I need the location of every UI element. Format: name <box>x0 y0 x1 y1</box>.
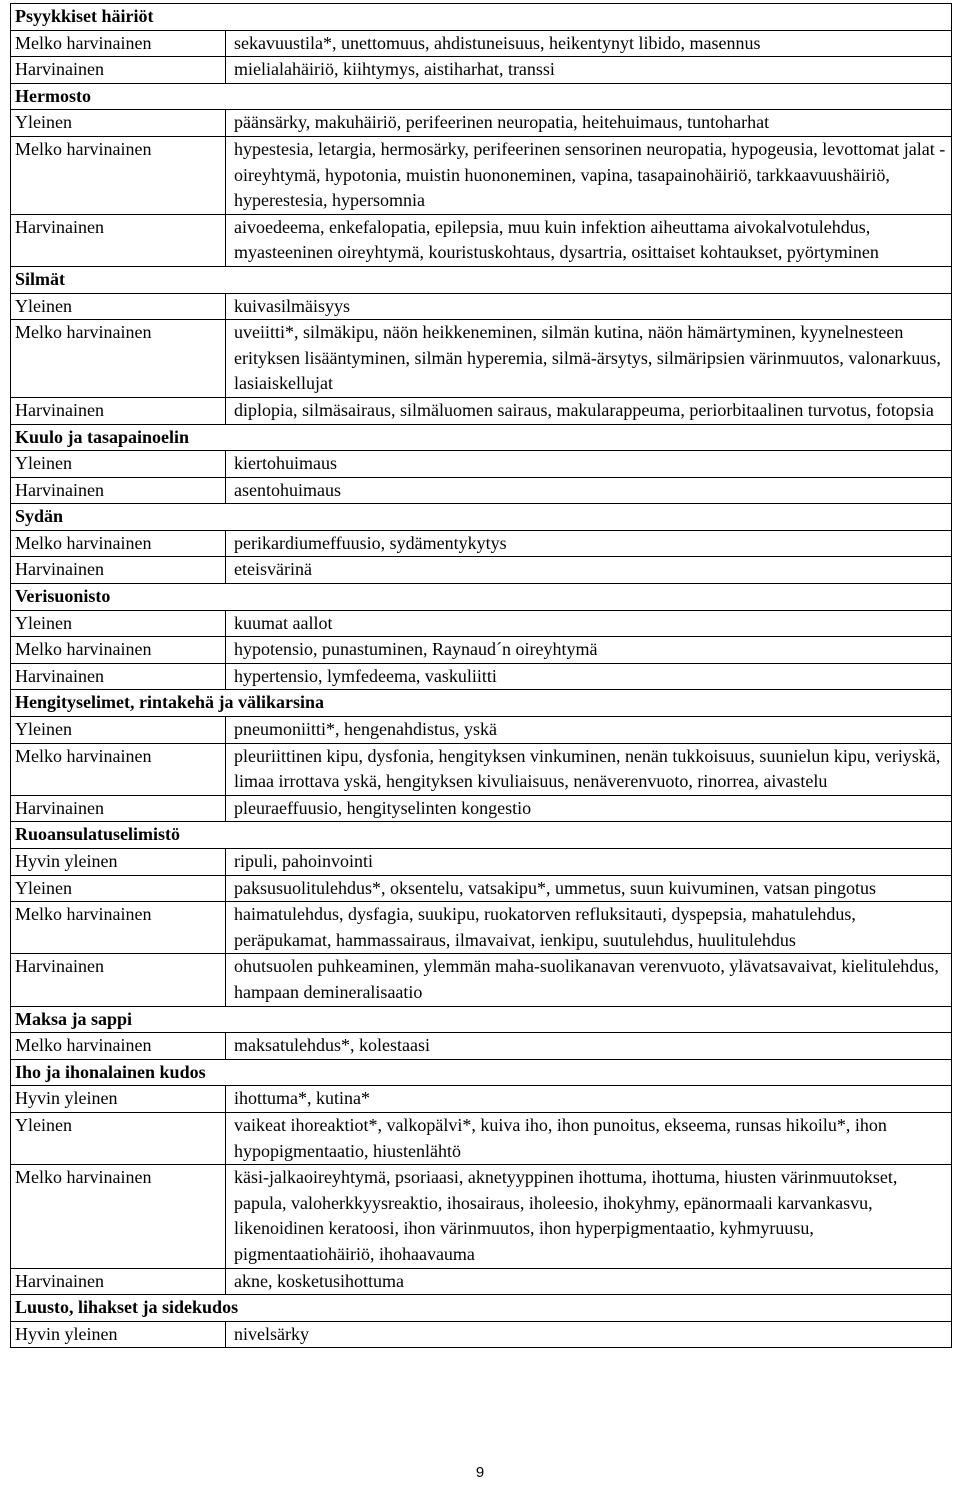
frequency-cell: Harvinainen <box>11 796 226 822</box>
page-number: 9 <box>475 1464 485 1481</box>
table-row <box>11 477 951 504</box>
table-row <box>11 795 951 822</box>
frequency-cell: Yleinen <box>11 876 226 902</box>
frequency-cell: Yleinen <box>11 1113 226 1164</box>
table-row <box>11 1268 951 1295</box>
frequency-cell: Harvinainen <box>11 215 226 266</box>
table-row <box>11 848 951 875</box>
frequency-cell: Melko harvinainen <box>11 1033 226 1059</box>
adverse-reactions-table <box>10 3 952 1348</box>
table-row <box>11 636 951 663</box>
adverse-effects-cell: akne, kosketusihottuma <box>234 1270 404 1291</box>
section-heading: Silmät <box>11 266 951 293</box>
frequency-cell: Melko harvinainen <box>11 902 226 953</box>
adverse-effects-cell: ihottuma*, kutina* <box>234 1088 370 1109</box>
frequency-cell: Yleinen <box>11 110 226 136</box>
section-heading: Sydän <box>11 503 951 530</box>
adverse-effects-cell: ohutsuolen puhkeaminen, ylemmän maha-suolikanavan verenvuoto, ylävatsavaivat, kielitulehdus, hampaan demineralisaatio <box>234 956 939 1002</box>
table-row <box>11 610 951 637</box>
section-heading: Psyykkiset häiriöt <box>15 6 154 26</box>
adverse-effects-cell: kiertohuimaus <box>234 453 337 474</box>
table-row <box>11 397 951 424</box>
adverse-effects-cell: eteisvärinä <box>234 559 312 580</box>
adverse-effects-cell: kuivasilmäisyys <box>234 295 350 316</box>
frequency-cell: Melko harvinainen <box>11 1165 226 1267</box>
frequency-cell: Melko harvinainen <box>11 320 226 397</box>
frequency-cell: Harvinainen <box>11 398 226 424</box>
frequency-cell: Melko harvinainen <box>11 744 226 795</box>
adverse-effects-cell: käsi-jalkaoireyhtymä, psoriaasi, aknetyyppinen ihottuma, ihottuma, hiusten värinmuutokset, papula, valoherkkyysreaktio, ihosairaus, iholeesio, ihokyhmy, epänormaali karvankasvu, likenoidinen keratoosi, ihon värinmuutos, ihon hyperpigmentaatio, kyhmyruusu, pigmentaatiohäiriö, ihohaavauma <box>234 1167 898 1264</box>
frequency-cell: Harvinainen <box>11 664 226 690</box>
table-row <box>11 450 951 477</box>
section-heading: Verisuonisto <box>11 583 951 610</box>
table-row <box>11 214 951 266</box>
frequency-cell: Yleinen <box>11 611 226 637</box>
table-row <box>11 56 951 83</box>
adverse-effects-cell: sekavuustila*, unettomuus, ahdistuneisuus, heikentynyt libido, masennus <box>234 32 761 53</box>
frequency-cell: Harvinainen <box>11 557 226 583</box>
frequency-cell: Hyvin yleinen <box>11 1086 226 1112</box>
table-row <box>11 30 951 57</box>
frequency-cell: Melko harvinainen <box>11 531 226 557</box>
table-row <box>11 1112 951 1164</box>
adverse-effects-cell: ripuli, pahoinvointi <box>234 851 373 871</box>
adverse-effects-cell: päänsärky, makuhäiriö, perifeerinen neuropatia, heitehuimaus, tuntoharhat <box>234 112 770 133</box>
adverse-effects-cell: hypestesia, letargia, hermosärky, perifeerinen sensorinen neuropatia, hypogeusia, levottomat jalat -oireyhtymä, hypotonia, muistin huononeminen, vapina, tasapainohäiriö, tarkkaavuushäiriö, hyperestesia, hypersomnia <box>234 138 946 211</box>
table-row <box>11 136 951 214</box>
adverse-effects-cell: hypotensio, punastuminen, Raynaud´n oireyhtymä <box>234 639 598 660</box>
table-row <box>11 663 951 690</box>
table-row <box>11 953 951 1005</box>
frequency-cell: Hyvin yleinen <box>11 849 226 875</box>
table-row <box>11 875 951 902</box>
adverse-effects-cell: kuumat aallot <box>234 612 333 633</box>
section-heading: Luusto, lihakset ja sidekudos <box>11 1294 951 1321</box>
section-heading: Hermosto <box>11 83 951 110</box>
table-row <box>11 556 951 583</box>
adverse-effects-cell: maksatulehdus*, kolestaasi <box>234 1035 430 1056</box>
frequency-cell: Melko harvinainen <box>11 31 226 57</box>
frequency-cell: Melko harvinainen <box>11 137 226 214</box>
table-row <box>11 1085 951 1112</box>
frequency-cell: Yleinen <box>11 717 226 743</box>
adverse-effects-cell: perikardiumeffuusio, sydämentykytys <box>234 532 507 553</box>
adverse-effects-cell: uveiitti*, silmäkipu, näön heikkeneminen, silmän kutina, näön hämärtyminen, kyynelnesteen erityksen lisääntyminen, silmän hyperemia, silmä-ärsytys, silmäripsien värinmuutos, valonarkuus, lasiaiskellujat <box>234 322 941 394</box>
adverse-effects-cell: diplopia, silmäsairaus, silmäluomen sairaus, makularappeuma, periorbitaalinen turvotus, fotopsia <box>234 399 934 420</box>
section-heading: Hengityselimet, rintakehä ja välikarsina <box>11 689 951 716</box>
section-heading: Iho ja ihonalainen kudos <box>11 1059 951 1086</box>
adverse-effects-cell: paksusuolitulehdus*, oksentelu, vatsakipu*, ummetus, suun kuivuminen, vatsan pingotus <box>234 877 876 898</box>
frequency-cell: Yleinen <box>11 294 226 320</box>
adverse-effects-cell: pleuraeffuusio, hengityselinten kongestio <box>234 797 532 818</box>
table-row <box>11 109 951 136</box>
frequency-cell: Yleinen <box>11 451 226 477</box>
frequency-cell: Melko harvinainen <box>11 637 226 663</box>
frequency-cell: Harvinainen <box>11 478 226 504</box>
adverse-effects-cell: hypertensio, lymfedeema, vaskuliitti <box>234 665 497 686</box>
section-heading: Ruoansulatuselimistö <box>11 821 951 848</box>
table-row <box>11 901 951 953</box>
table-row <box>11 716 951 743</box>
frequency-cell: Harvinainen <box>11 57 226 83</box>
frequency-cell: Harvinainen <box>11 954 226 1005</box>
adverse-effects-cell: nivelsärky <box>234 1323 309 1344</box>
adverse-effects-cell: vaikeat ihoreaktiot*, valkopälvi*, kuiva iho, ihon punoitus, ekseema, runsas hikoilu*, ihon hypopigmentaatio, hiustenlähtö <box>234 1114 887 1161</box>
section-heading: Kuulo ja tasapainoelin <box>11 424 951 451</box>
adverse-effects-cell: asentohuimaus <box>234 479 341 500</box>
adverse-effects-cell: haimatulehdus, dysfagia, suukipu, ruokatorven refluksitauti, dyspepsia, mahatulehdus, peräpukamat, hammassairaus, ilmavaivat, ienkipu, suutulehdus, huulitulehdus <box>234 904 856 950</box>
table-row <box>11 530 951 557</box>
section-heading: Maksa ja sappi <box>11 1006 951 1033</box>
adverse-effects-cell: aivoedeema, enkefalopatia, epilepsia, muu kuin infektion aiheuttama aivokalvotulehdus, myasteeninen oireyhtymä, kouristuskohtaus, dysartria, osittaiset kohtaukset, pyörtyminen <box>234 216 879 263</box>
frequency-cell: Harvinainen <box>11 1269 226 1295</box>
table-row <box>11 743 951 795</box>
table-row <box>11 1032 951 1059</box>
table-row <box>11 293 951 320</box>
adverse-effects-cell: pneumoniitti*, hengenahdistus, yskä <box>234 719 497 740</box>
table-row <box>11 1164 951 1267</box>
adverse-effects-cell: mielialahäiriö, kiihtymys, aistiharhat, transsi <box>234 59 555 80</box>
adverse-effects-cell: pleuriittinen kipu, dysfonia, hengityksen vinkuminen, nenän tukkoisuus, suunielun kipu, veriyskä, limaa irrottava yskä, hengityksen kivuliaisuus, nenäverenvuoto, rinorrea, aivastelu <box>234 745 941 792</box>
table-row <box>11 319 951 397</box>
frequency-cell: Hyvin yleinen <box>11 1322 226 1348</box>
table-row <box>11 1321 951 1348</box>
